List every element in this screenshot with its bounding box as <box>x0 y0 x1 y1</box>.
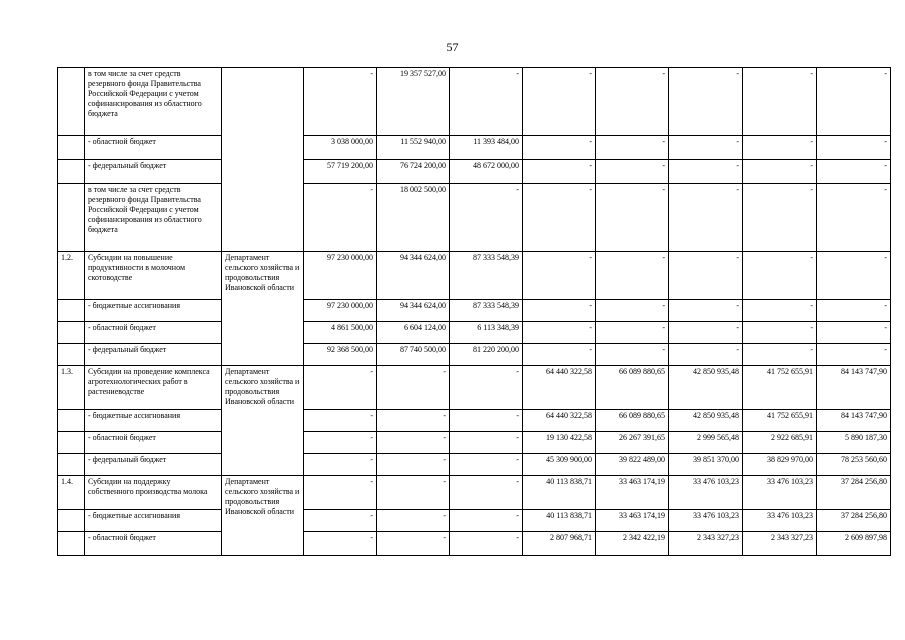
row-number-cell <box>58 532 85 556</box>
row-number-cell <box>58 68 85 136</box>
row-number-cell <box>58 136 85 160</box>
row-number-cell <box>58 510 85 532</box>
value-cell: - <box>669 252 743 300</box>
row-number-cell <box>58 410 85 432</box>
row-name-cell: - бюджетные ассигнования <box>85 410 222 432</box>
value-cell: 41 752 655,91 <box>743 366 817 410</box>
value-cell: - <box>304 454 377 476</box>
value-cell: - <box>817 344 891 366</box>
table-row <box>58 252 891 300</box>
value-cell: 6 604 124,00 <box>377 322 450 344</box>
value-cell: - <box>596 68 669 136</box>
value-cell: - <box>523 300 596 322</box>
value-cell: 11 393 484,00 <box>450 136 523 160</box>
value-cell: 11 552 940,00 <box>377 136 450 160</box>
row-name-cell: - федеральный бюджет <box>85 454 222 476</box>
table-row <box>58 432 891 454</box>
value-cell: - <box>304 68 377 136</box>
value-cell: 33 476 103,23 <box>743 510 817 532</box>
value-cell: - <box>596 322 669 344</box>
value-cell: 33 463 174,19 <box>596 476 669 510</box>
value-cell: 87 333 548,39 <box>450 252 523 300</box>
row-name-cell: - областной бюджет <box>85 532 222 556</box>
value-cell: - <box>817 184 891 252</box>
value-cell: - <box>669 344 743 366</box>
value-cell: - <box>817 68 891 136</box>
row-number-cell: 1.4. <box>58 476 85 510</box>
value-cell: - <box>450 184 523 252</box>
responsible-cell: Департамент сельского хозяйства и продовольствия Ивановской области <box>222 366 304 476</box>
table-row <box>58 322 891 344</box>
value-cell: 64 440 322,58 <box>523 410 596 432</box>
value-cell: - <box>817 322 891 344</box>
row-name-cell: в том числе за счет средств резервного фонда Правительства Российской Федерации с учетом софинансирования из областного бюджета <box>85 184 222 252</box>
value-cell: - <box>669 136 743 160</box>
value-cell: - <box>304 510 377 532</box>
row-number-cell <box>58 432 85 454</box>
table-row <box>58 476 891 510</box>
value-cell: - <box>596 252 669 300</box>
value-cell: 2 342 422,19 <box>596 532 669 556</box>
table-row <box>58 160 891 184</box>
value-cell: - <box>377 454 450 476</box>
value-cell: 94 344 624,00 <box>377 300 450 322</box>
row-number-cell <box>58 322 85 344</box>
value-cell: 42 850 935,48 <box>669 410 743 432</box>
value-cell: - <box>817 300 891 322</box>
value-cell: 42 850 935,48 <box>669 366 743 410</box>
value-cell: 84 143 747,90 <box>817 366 891 410</box>
budget-table <box>57 67 891 556</box>
value-cell: 40 113 838,71 <box>523 476 596 510</box>
value-cell: 2 922 685,91 <box>743 432 817 454</box>
value-cell: 2 343 327,23 <box>743 532 817 556</box>
value-cell: - <box>523 252 596 300</box>
value-cell: - <box>450 510 523 532</box>
table-row <box>58 68 891 136</box>
value-cell: - <box>743 252 817 300</box>
value-cell: - <box>523 322 596 344</box>
value-cell: - <box>377 410 450 432</box>
value-cell: - <box>377 532 450 556</box>
table-row <box>58 184 891 252</box>
value-cell: - <box>817 252 891 300</box>
row-name-cell: в том числе за счет средств резервного фонда Правительства Российской Федерации с учетом софинансирования из областного бюджета <box>85 68 222 136</box>
row-name-cell: - федеральный бюджет <box>85 344 222 366</box>
table-row <box>58 510 891 532</box>
value-cell: 39 851 370,00 <box>669 454 743 476</box>
value-cell: 5 890 187,30 <box>817 432 891 454</box>
value-cell: 87 740 500,00 <box>377 344 450 366</box>
value-cell: 66 089 880,65 <box>596 366 669 410</box>
row-name-cell: - федеральный бюджет <box>85 160 222 184</box>
row-number-cell <box>58 454 85 476</box>
value-cell: - <box>450 454 523 476</box>
value-cell: - <box>377 476 450 510</box>
value-cell: 48 672 000,00 <box>450 160 523 184</box>
value-cell: - <box>450 366 523 410</box>
value-cell: 18 002 500,00 <box>377 184 450 252</box>
row-name-cell: - областной бюджет <box>85 432 222 454</box>
value-cell: 45 309 900,00 <box>523 454 596 476</box>
row-name-cell: Субсидии на проведение комплекса агротехнологических работ в растениеводстве <box>85 366 222 410</box>
value-cell: - <box>304 410 377 432</box>
table-row <box>58 366 891 410</box>
row-number-cell <box>58 300 85 322</box>
value-cell: - <box>304 432 377 454</box>
value-cell: - <box>817 160 891 184</box>
value-cell: - <box>669 322 743 344</box>
value-cell: - <box>523 184 596 252</box>
value-cell: 19 130 422,58 <box>523 432 596 454</box>
value-cell: - <box>669 160 743 184</box>
value-cell: - <box>669 68 743 136</box>
value-cell: - <box>596 344 669 366</box>
value-cell: 76 724 200,00 <box>377 160 450 184</box>
value-cell: - <box>743 136 817 160</box>
row-name-cell: - областной бюджет <box>85 322 222 344</box>
value-cell: 19 357 527,00 <box>377 68 450 136</box>
row-number-cell <box>58 344 85 366</box>
value-cell: - <box>450 68 523 136</box>
value-cell: - <box>743 300 817 322</box>
value-cell: - <box>450 476 523 510</box>
row-number-cell: 1.2. <box>58 252 85 300</box>
value-cell: 64 440 322,58 <box>523 366 596 410</box>
value-cell: 33 463 174,19 <box>596 510 669 532</box>
value-cell: 33 476 103,23 <box>743 476 817 510</box>
value-cell: - <box>450 432 523 454</box>
value-cell: 87 333 548,39 <box>450 300 523 322</box>
responsible-cell: Департамент сельского хозяйства и продовольствия Ивановской области <box>222 252 304 366</box>
value-cell: - <box>523 136 596 160</box>
row-number-cell <box>58 160 85 184</box>
value-cell: 37 284 256,80 <box>817 510 891 532</box>
value-cell: - <box>377 366 450 410</box>
value-cell: - <box>743 322 817 344</box>
value-cell: - <box>377 432 450 454</box>
row-name-cell: Субсидии на повышение продуктивности в молочном скотоводстве <box>85 252 222 300</box>
value-cell: 26 267 391,65 <box>596 432 669 454</box>
responsible-cell <box>222 68 304 252</box>
value-cell: 97 230 000,00 <box>304 252 377 300</box>
value-cell: - <box>596 160 669 184</box>
value-cell: - <box>596 184 669 252</box>
page-number: 57 <box>446 40 459 54</box>
responsible-cell: Департамент сельского хозяйства и продовольствия Ивановской области <box>222 476 304 556</box>
value-cell: - <box>450 410 523 432</box>
value-cell: - <box>304 476 377 510</box>
value-cell: - <box>523 68 596 136</box>
value-cell: - <box>743 160 817 184</box>
value-cell: 78 253 560,60 <box>817 454 891 476</box>
value-cell: 37 284 256,80 <box>817 476 891 510</box>
value-cell: 6 113 348,39 <box>450 322 523 344</box>
value-cell: - <box>377 510 450 532</box>
value-cell: - <box>669 184 743 252</box>
value-cell: - <box>669 300 743 322</box>
value-cell: 2 807 968,71 <box>523 532 596 556</box>
value-cell: - <box>304 532 377 556</box>
value-cell: - <box>304 366 377 410</box>
row-name-cell: - бюджетные ассигнования <box>85 300 222 322</box>
table-row <box>58 410 891 432</box>
row-name-cell: - бюджетные ассигнования <box>85 510 222 532</box>
value-cell: - <box>743 184 817 252</box>
value-cell: - <box>596 136 669 160</box>
row-number-cell <box>58 184 85 252</box>
value-cell: 41 752 655,91 <box>743 410 817 432</box>
value-cell: 33 476 103,23 <box>669 510 743 532</box>
value-cell: 4 861 500,00 <box>304 322 377 344</box>
value-cell: 40 113 838,71 <box>523 510 596 532</box>
value-cell: - <box>596 300 669 322</box>
value-cell: 38 829 970,00 <box>743 454 817 476</box>
value-cell: 33 476 103,23 <box>669 476 743 510</box>
table-row <box>58 532 891 556</box>
value-cell: - <box>523 160 596 184</box>
table-row <box>58 136 891 160</box>
value-cell: 66 089 880,65 <box>596 410 669 432</box>
value-cell: - <box>450 532 523 556</box>
value-cell: - <box>304 184 377 252</box>
value-cell: - <box>817 136 891 160</box>
value-cell: 84 143 747,90 <box>817 410 891 432</box>
value-cell: 2 999 565,48 <box>669 432 743 454</box>
row-name-cell: Субсидии на поддержку собственного производства молока <box>85 476 222 510</box>
row-number-cell: 1.3. <box>58 366 85 410</box>
value-cell: 2 609 897,98 <box>817 532 891 556</box>
value-cell: 81 220 200,00 <box>450 344 523 366</box>
value-cell: - <box>743 68 817 136</box>
row-name-cell: - областной бюджет <box>85 136 222 160</box>
value-cell: 39 822 489,00 <box>596 454 669 476</box>
value-cell: 94 344 624,00 <box>377 252 450 300</box>
table-row <box>58 344 891 366</box>
table-row <box>58 300 891 322</box>
value-cell: 97 230 000,00 <box>304 300 377 322</box>
table-row <box>58 454 891 476</box>
value-cell: 2 343 327,23 <box>669 532 743 556</box>
value-cell: 57 719 200,00 <box>304 160 377 184</box>
value-cell: 92 368 500,00 <box>304 344 377 366</box>
value-cell: 3 038 000,00 <box>304 136 377 160</box>
value-cell: - <box>743 344 817 366</box>
value-cell: - <box>523 344 596 366</box>
